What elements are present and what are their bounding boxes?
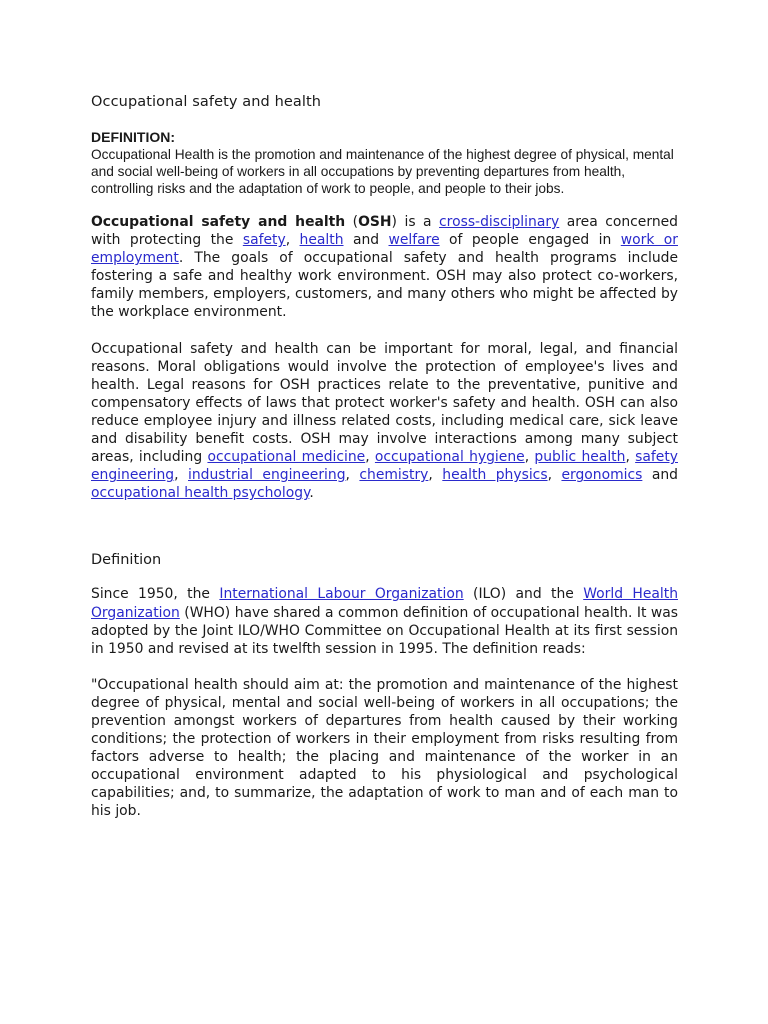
text-run: . [309,485,314,502]
link-public-health[interactable]: public health [534,449,626,466]
link-ergonomics[interactable]: ergonomics [561,467,643,484]
page-title: Occupational safety and health [91,94,322,110]
link-occupational-hygiene[interactable]: occupational hygiene [374,449,525,466]
definition-label: DEFINITION: [91,129,175,145]
osh-intro-paragraph [91,213,678,322]
text-run: , [428,467,443,484]
link-world-health-organization[interactable]: World Health Organization [91,586,678,621]
link-international-labour-organization[interactable]: International Labour Organization [219,586,464,603]
definition-text: Occupational Health is the promotion and maintenance of the highest degree of physical, mental and social well-being of workers in all occupations by preventing departures from health, controlling risks and the adaptation of work to people, and people to their jobs. [91,147,674,196]
text-run: (WHO) have shared a common definition of occupational health. It was adopted by the Joint ILO/WHO Committee on Occupational Health at its first session in 1950 and revised at its twelfth session in 1995. The definition reads: [91,604,678,657]
osh-abbr: OSH [358,214,392,230]
text-run: , [345,467,360,484]
link-occupational-medicine[interactable]: occupational medicine [207,449,366,466]
text-run: , [285,232,300,249]
section-heading-definition: Definition [91,552,162,569]
link-safety[interactable]: safety [242,232,286,249]
text-run: , [625,449,636,466]
link-health-physics[interactable]: health physics [442,467,548,484]
text-run: of people engaged in [439,232,621,249]
text-run: ( [345,214,359,230]
text-run: , [365,449,375,466]
text-run: and [343,232,389,249]
text-run: Since 1950, the [91,586,220,603]
text-run: Occupational safety and health can be important for moral, legal, and financial reasons. Moral obligations would involve the protection of employee's lives and health. Legal reasons for OSH practices relate to the preventative, punitive and compensatory effects of laws that protect worker's safety and health. OSH can also reduce employee injury and illness related costs, including medical care, sick leave and disability benefit costs. OSH may involve interactions among many subject areas, including [91,340,678,466]
osh-reasons-paragraph [91,340,678,503]
link-cross-disciplinary[interactable]: cross-disciplinary [439,214,560,230]
link-work-or-employment[interactable]: work or employment [91,232,678,267]
link-welfare[interactable]: welfare [388,232,440,249]
link-chemistry[interactable]: chemistry [359,467,429,484]
text-run: ) is a [391,214,440,230]
text-run: , [524,449,535,466]
text-run: , [547,467,562,484]
text-run: , [174,467,189,484]
link-industrial-engineering[interactable]: industrial engineering [188,467,346,484]
definition-quote: "Occupational health should aim at: the promotion and maintenance of the highest degree of physical, mental and social well-being of workers in all occupations; the prevention amongst workers of departures from health caused by their working conditions; the protection of workers in their employment from risks resulting from factors adverse to health; the placing and maintenance of the worker in an occupational environment adapted to his physiological and psychological capabilities; and, to summarize, the adaptation of work to man and of each man to his job. [91,676,678,820]
text-run: and [642,467,678,484]
link-safety-engineering[interactable]: safety engineering [91,449,678,484]
ilo-who-paragraph [91,585,678,657]
text-run: area concerned with protecting the [91,214,678,249]
text-run: . The goals of occupational safety and health programs include fostering a safe and healthy work environment. OSH may also protect co-workers, family members, employers, customers, and many others who might be affected by the workplace environment. [91,250,678,321]
text-run: (ILO) and the [463,586,584,603]
link-occupational-health-psychology[interactable]: occupational health psychology [91,485,310,502]
osh-term: Occupational safety and health [91,214,346,230]
link-health[interactable]: health [299,232,344,249]
